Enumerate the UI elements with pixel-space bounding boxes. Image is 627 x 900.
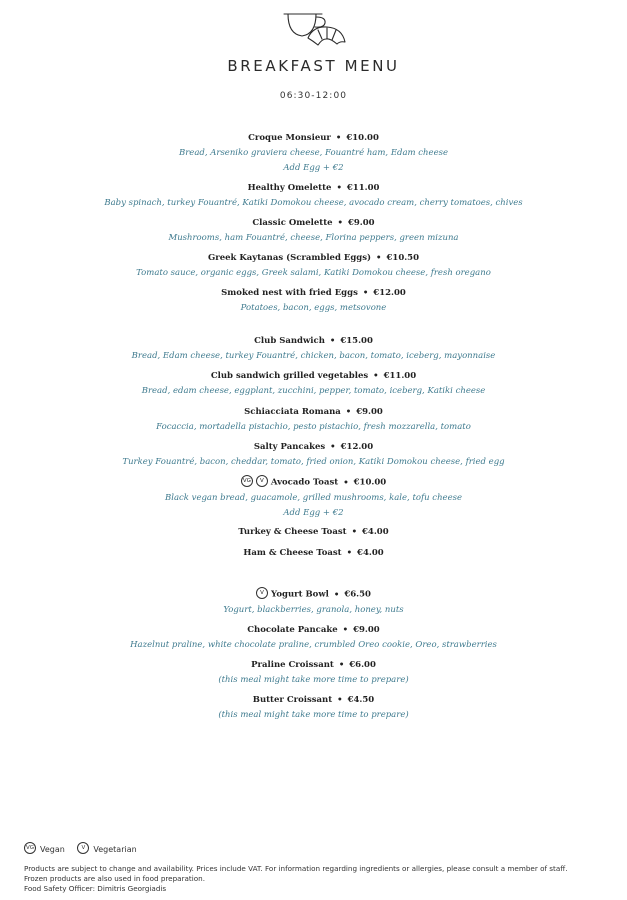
menu-item-description: Bread, Edam cheese, turkey Fouantré, chicken, bacon, tomato, iceberg, mayonnaise [131,351,496,361]
bullet-separator: • [333,589,340,600]
menu-item-name: Croque Monsieur [248,133,331,143]
menu-item [0,370,627,397]
menu-item-name: Avocado Toast [270,477,339,488]
menu-item-description: Bread, edam cheese, eggplant, zucchini, pepper, tomato, iceberg, Katiki cheese [141,386,486,396]
menu-item-description: Hazelnut praline, white chocolate praline, crumbled Oreo cookie, Oreo, strawberries [130,640,497,650]
bullet-separator: • [373,371,379,381]
menu-item-name: Healthy Omelette [247,183,332,193]
legend-vegan [24,845,67,854]
menu-title: BREAKFAST MENU [227,57,400,75]
bullet-separator: • [338,660,345,670]
menu-item-price: €9.00 [356,407,383,417]
menu-item-heading [0,659,627,671]
menu-item-name: Greek Kaytanas (Scrambled Eggs) [207,253,372,263]
vegetarian-badge-icon: V [256,475,268,487]
menu-item-description: Mushrooms, ham Fouantré, cheese, Florina peppers, green mizuna [168,233,459,243]
vegetarian-badge-icon: V [77,842,89,854]
menu-item-description: Potatoes, bacon, eggs, metsovone [240,303,387,313]
menu-item-description: (this meal might take more time to prepare) [218,675,409,685]
menu-item-price: €6.50 [344,589,371,600]
menu-item-price: €9.00 [347,218,375,228]
menu-item-description: (this meal might take more time to prepare) [218,710,409,720]
menu-item [0,659,627,686]
menu-item-description: Turkey Fouantré, bacon, cheddar, tomato, fried onion, Katiki Domokou cheese, fried egg [122,457,505,467]
menu-item-description: Tomato sauce, organic eggs, Greek salami, Katiki Domokou cheese, fresh oregano [136,268,491,278]
menu-item-description: Focaccia, mortadella pistachio, pesto pistachio, fresh mozzarella, tomato [156,422,471,432]
menu-item-price: €10.00 [353,477,387,488]
footer-notes [24,864,614,894]
menu-item-price: €4.00 [357,548,384,558]
bullet-separator: • [329,336,336,346]
menu-item-description: Yogurt, blackberries, granola, honey, nuts [223,604,404,615]
menu-item [0,287,627,314]
vegetarian-badge-icon: V [256,587,268,599]
legend-vegan-label: Vegan [40,844,65,854]
menu-item-name: Chocolate Pancake [247,625,338,635]
coffee-cup-croissant-icon [282,8,348,48]
menu-item-price: €11.00 [383,371,417,381]
menu-item-name: Schiacciata Romana [244,407,341,417]
menu-item-heading [0,588,627,601]
menu-item-heading [0,370,627,382]
menu-item [0,547,627,559]
dietary-legend [24,843,147,855]
bullet-separator: • [330,442,336,452]
bullet-separator: • [342,625,349,635]
menu-item-name: Classic Omelette [252,218,333,228]
menu-item-name: Butter Croissant [252,695,333,705]
menu-item-description: Baby spinach, turkey Fouantré, Katiki Domokou cheese, avocado cream, cherry tomatoes, chives [104,198,523,208]
menu-item-price: €10.50 [386,253,420,263]
menu-item-name: Yogurt Bowl [271,589,329,600]
menu-item-price: €10.00 [346,133,379,143]
menu-item [0,476,627,519]
menu-item [0,406,627,433]
vegan-badge-icon: VG [241,475,253,487]
menu-item-name: Club sandwich grilled vegetables [210,371,369,381]
menu-item-price: €12.00 [373,288,406,298]
menu-item-price: €15.00 [340,336,373,346]
menu-item-heading [0,476,627,489]
legend-vegetarian-label: Vegetarian [93,844,137,854]
menu-item-name: Turkey & Cheese Toast [238,527,347,537]
menu-item-heading [0,335,627,347]
menu-item-addon: Add Egg + €2 [283,163,344,173]
menu-item-price: €4.50 [347,695,375,705]
menu-item-heading [0,694,627,706]
menu-item-heading [0,624,627,636]
bullet-separator: • [351,527,357,537]
menu-item [0,132,627,174]
menu-item-heading [0,526,627,538]
menu-item-price: €12.00 [340,442,374,452]
menu-item-heading [0,406,627,418]
menu-item-price: €11.00 [346,183,380,193]
menu-item-price: €6.00 [349,660,376,670]
menu-item-name: Club Sandwich [254,336,325,346]
menu-item [0,335,627,362]
footer-line-vat: Products are subject to change and availability. Prices include VAT. For information regarding ingredients or allergies, please consult a member of staff. [24,864,568,873]
menu-item-name: Salty Pancakes [253,442,326,452]
menu-item-heading [0,547,627,559]
menu-item-description: Black vegan bread, guacamole, grilled mushrooms, kale, tofu cheese [165,492,462,503]
opening-hours: 06:30-12:00 [279,91,348,101]
menu-item [0,526,627,538]
menu-item [0,252,627,279]
bullet-separator: • [346,548,353,558]
bullet-separator: • [362,288,369,298]
footer-line-safety-officer: Food Safety Officer: Dimitris Georgiadis [24,884,167,893]
menu-item-price: €4.00 [362,527,389,537]
menu-item-heading [0,132,627,144]
menu-item [0,624,627,651]
menu-item [0,217,627,244]
bullet-separator: • [337,218,343,228]
menu-item-addon: Add Egg + €2 [283,507,344,518]
menu-item-name: Smoked nest with fried Eggs [221,288,358,298]
menu-item [0,182,627,209]
bullet-separator: • [343,477,349,488]
bullet-separator: • [337,695,343,705]
legend-vegetarian [77,845,136,854]
menu-item-price: €9.00 [353,625,380,635]
bullet-separator: • [336,183,342,193]
menu-item-description: Bread, Arseniko graviera cheese, Fouantré ham, Edam cheese [178,148,448,158]
menu-item-name: Ham & Cheese Toast [243,548,342,558]
bullet-separator: • [345,407,352,417]
menu-item-name: Praline Croissant [251,660,334,670]
menu-item [0,694,627,721]
menu-item-heading [0,287,627,299]
menu-item-heading [0,441,627,453]
menu-item [0,441,627,468]
vegan-badge-icon: VG [24,842,36,854]
bullet-separator: • [335,133,342,143]
menu-item-heading [0,217,627,229]
footer-line-frozen: Frozen products are also used in food preparation. [24,874,205,883]
menu-item-heading [0,252,627,264]
menu-item-heading [0,182,627,194]
menu-item [0,588,627,616]
bullet-separator: • [376,253,382,263]
